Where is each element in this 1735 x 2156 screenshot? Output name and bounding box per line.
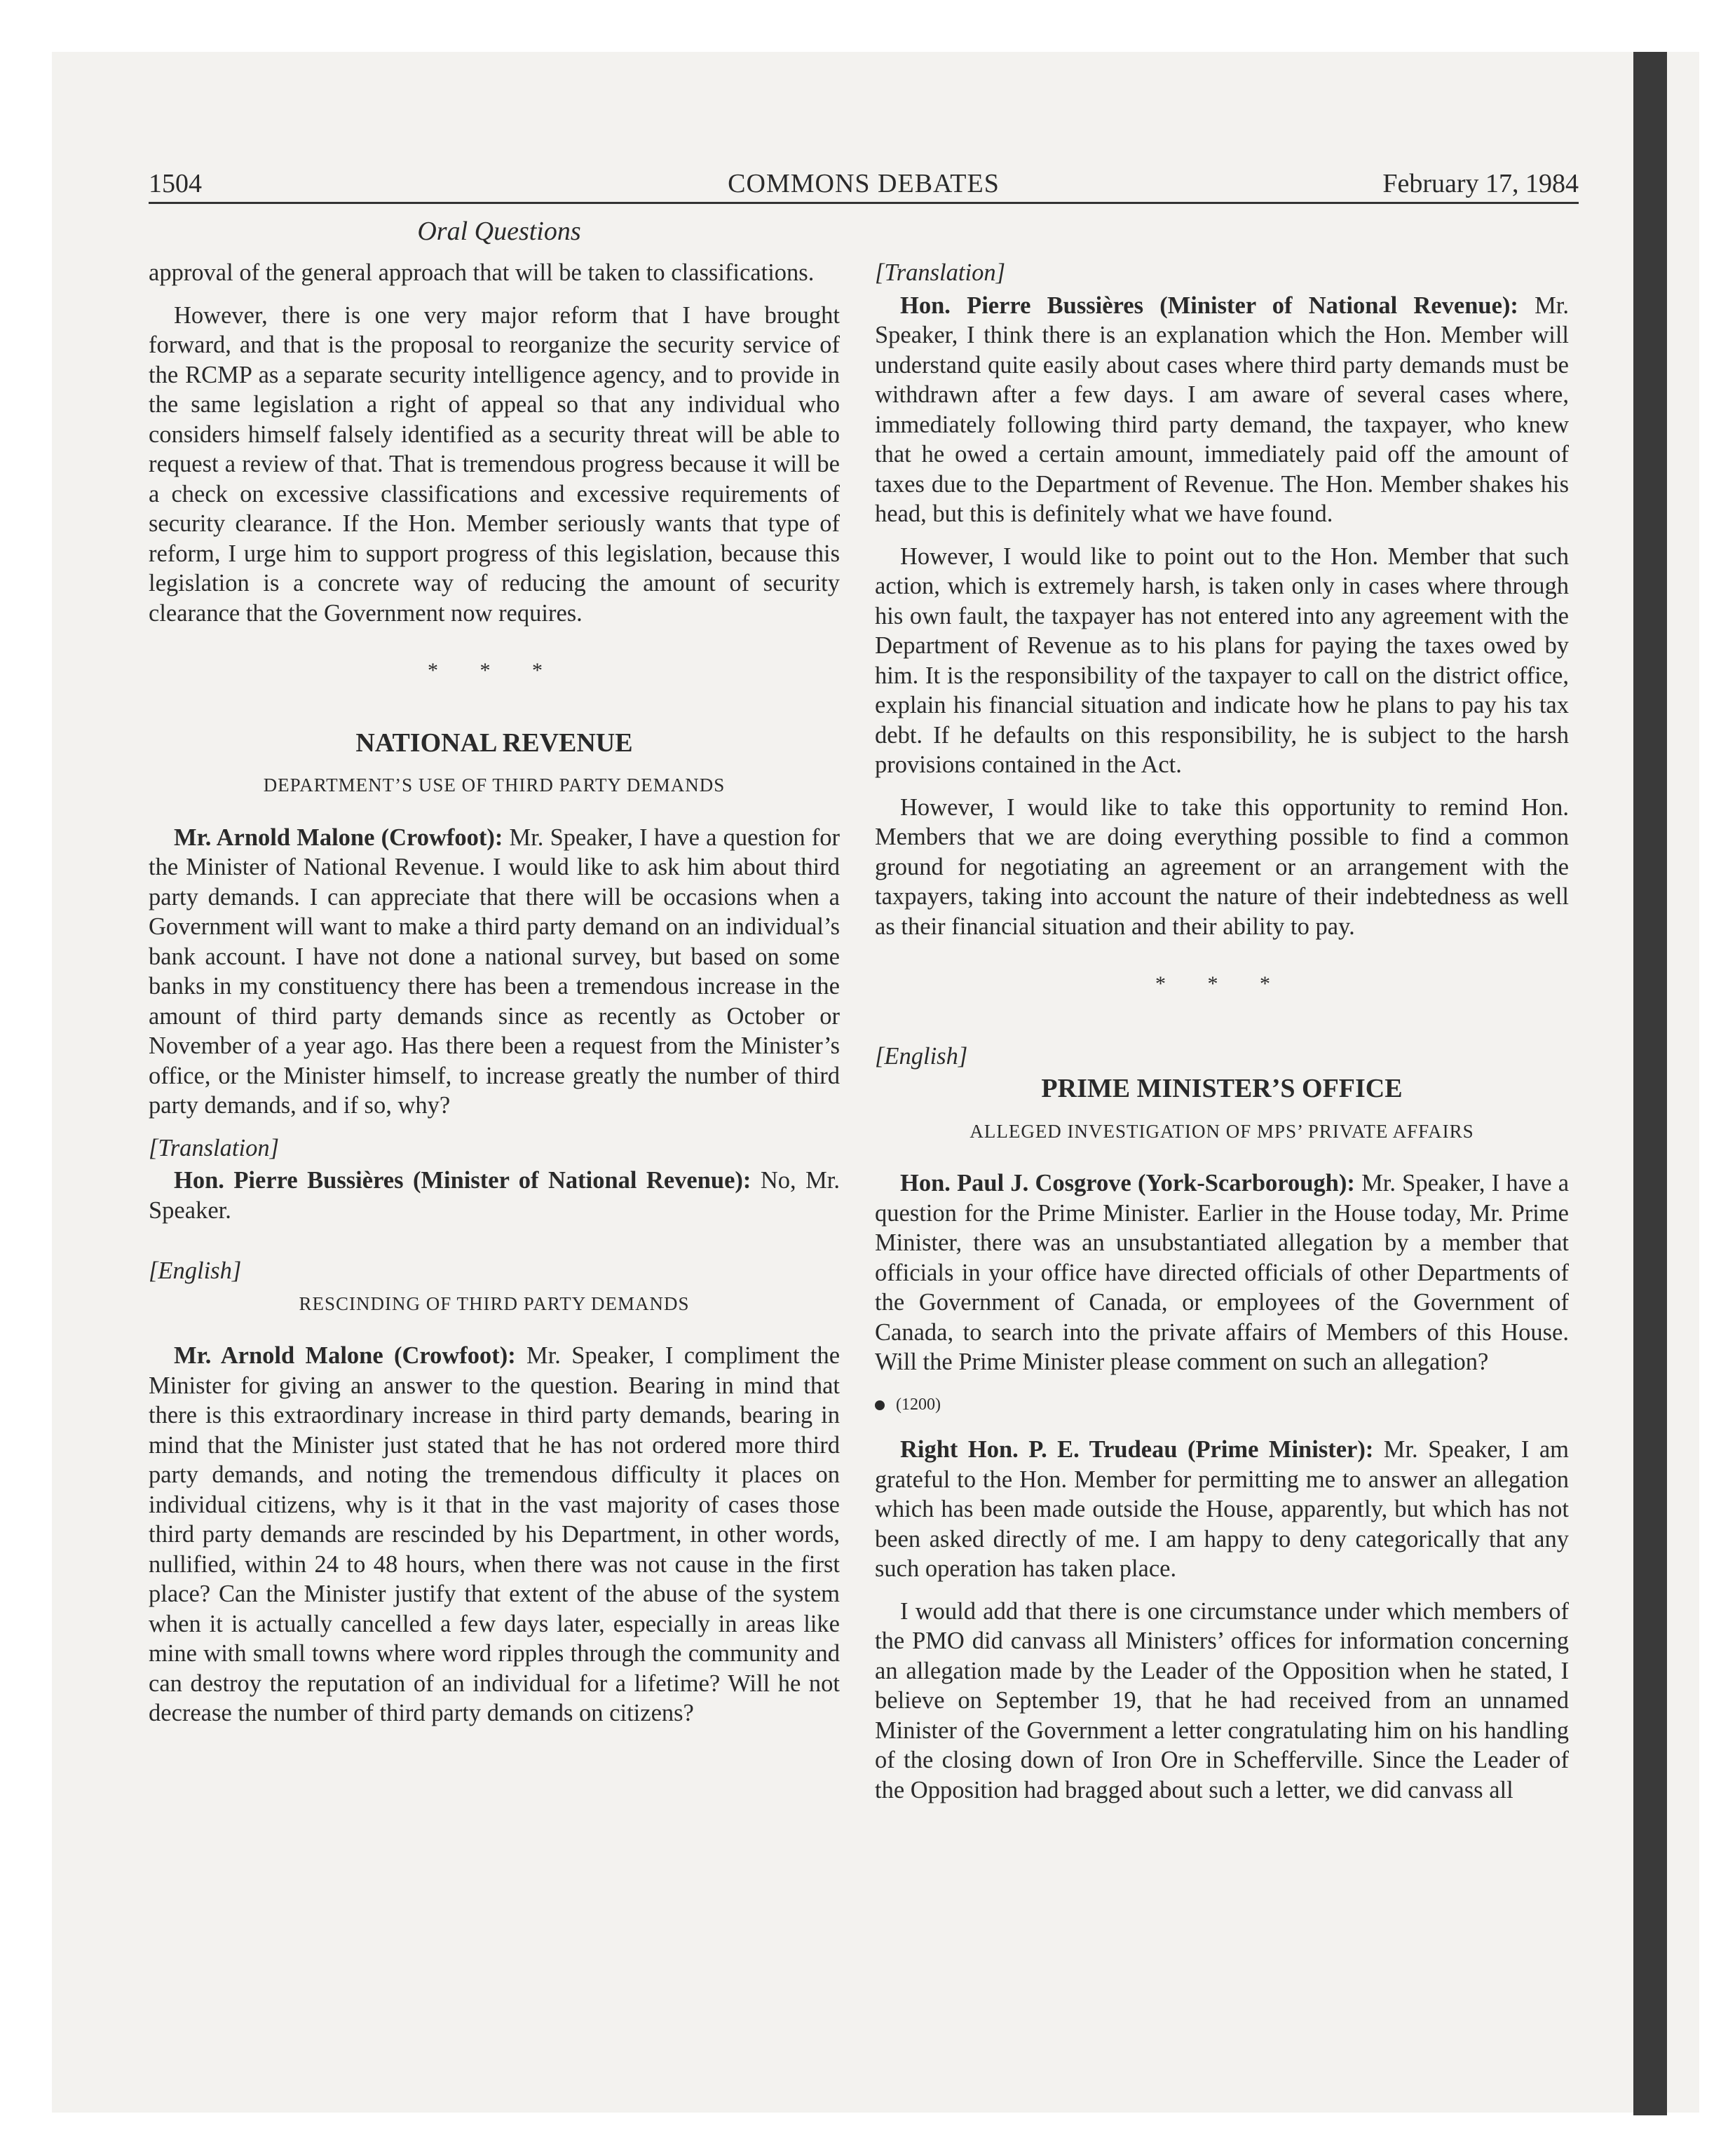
- section-separator: * * *: [428, 659, 561, 682]
- language-label: [Translation]: [149, 1134, 279, 1161]
- speech-text: Mr. Speaker, I compliment the Minister for giving an answer to the question. Bearing in mind that there is this extraordinary increase in third party demands, bearing in mind that the Minister just stated that he has not ordered more third party demands, and noting the tremendous difficulty it places on individual citizens, why is it that in the vast majority of cases those third party demands are rescinded by his Department, in other words, nullified, within 24 to 48 hours, when there was not cause in the first place? Can the Minister justify that extent of the abuse of the system when it is actually cancelled a few days later, especially in areas like mine with small towns where word ripples through the community and can destroy the reputation of an individual for a lifetime? Will he not decrease the number of third party demands on citizens?: [149, 1342, 841, 1726]
- subsection-title: RESCINDING OF THIRD PARTY DEMANDS: [299, 1292, 690, 1314]
- speech-text: Mr. Speaker, I have a question for the Prime Minister. Earlier in the House today, Mr. Prime Minister, there was an unsubstantiated allegation by a member that officials in your office have directed officials of other Departments of the Government of Canada, or employees of the Government of Canada, to search into the private affairs of Members of this House. Will the Prime Minister please comment on such an allegation?: [875, 1170, 1570, 1375]
- language-label: [Translation]: [875, 259, 1005, 286]
- section-title: NATIONAL REVENUE: [355, 728, 633, 758]
- publication-title: COMMONS DEBATES: [728, 169, 1000, 198]
- page-date: February 17, 1984: [1382, 169, 1579, 198]
- paragraph: I would add that there is one circumstance under which members of the PMO did canvass all Ministers’ offices for information concerning an allegation made by the Leader of the Opposition when he stated, I believe on September 19, that he had received from an unnamed Minister of the Government a letter congratulating him on his handling of the closing down of Iron Ore in Schefferville. Since the Leader of the Opposition had bragged about such a letter, we did canvass all: [875, 1597, 1569, 1803]
- language-label: [English]: [149, 1257, 242, 1284]
- language-label: [English]: [875, 1042, 968, 1070]
- speech-paragraph: [149, 1166, 840, 1225]
- left-column: [149, 258, 840, 1741]
- speaker-name: Hon. Paul J. Cosgrove (York-Scarborough):: [900, 1170, 1355, 1196]
- speaker-name: Mr. Arnold Malone (Crowfoot):: [174, 824, 503, 851]
- paragraph: approval of the general approach that will be taken to classifications.: [149, 259, 815, 286]
- time-marker-text: (1200): [896, 1395, 941, 1414]
- subsection-title: ALLEGED INVESTIGATION OF MPS’ PRIVATE AFFAIRS: [969, 1120, 1474, 1142]
- paragraph: However, there is one very major reform that I have brought forward, and that is the proposal to reorganize the security service of the RCMP as a separate security intelligence agency, and to provide in the same legislation a right of appeal so that any individual who considers himself falsely identified as a security threat will be able to request a review of that. That is tremendous progress because it will be a check on excessive classifications and excessive requirements of security clearance. If the Hon. Member seriously wants that type of reform, I urge him to support progress of this legislation, because this legislation is a concrete way of reducing the amount of security clearance that the Government now requires.: [149, 301, 840, 627]
- subsection-title: DEPARTMENT’S USE OF THIRD PARTY DEMANDS: [263, 775, 726, 796]
- section-separator: * * *: [1155, 972, 1288, 995]
- time-marker: [875, 1390, 1569, 1420]
- scan-edge-shadow: [1633, 52, 1667, 2115]
- speech-text: Mr. Speaker, I am grateful to the Hon. Member for permitting me to answer an allegation which has been made outside the House, apparently, but which has not been asked directly of me. I am happy to deny categorically that any such operation has taken place.: [875, 1436, 1569, 1582]
- speech-paragraph: [875, 291, 1569, 529]
- page-number: 1504: [149, 169, 202, 198]
- speech-text: No, Mr. Speaker.: [149, 1167, 841, 1224]
- speech-text: Mr. Speaker, I have a question for the Minister of National Revenue. I would like to ask him about third party demands. I can appreciate that there will be occasions when a Government will want to make a third party demand on an individual’s bank account. I have not done a national survey, but based on some banks in my constituency there has been a tremendous increase in the amount of third party demands since as recently as October or November of a year ago. Has there been a request from the Minister’s office, or the Minister himself, to increase greatly the number of third party demands, and if so, why?: [149, 824, 841, 1119]
- speech-paragraph: [875, 1168, 1569, 1377]
- right-column: [875, 258, 1569, 1817]
- paragraph: However, I would like to take this opportunity to remind Hon. Members that we are doing everything possible to find a common ground for negotiating an agreement or an arrangement with the taxpayers, taking into account the nature of their indebtedness as well as their financial situation and their ability to pay.: [875, 793, 1569, 940]
- speech-paragraph: [149, 823, 840, 1121]
- speaker-name: Hon. Pierre Bussières (Minister of National Revenue):: [174, 1167, 751, 1194]
- paragraph: However, I would like to point out to the Hon. Member that such action, which is extremely harsh, is taken only in cases where through his own fault, the taxpayer has not entered into any agreement with the Department of Revenue as to his plans for paying the taxes owed by him. It is the responsibility of the taxpayer to call on the district office, explain his financial situation and indicate how he plans to pay his tax debt. If he defaults on this responsibility, he is subject to the harsh provisions contained in the Act.: [875, 543, 1569, 778]
- speaker-name: Mr. Arnold Malone (Crowfoot):: [174, 1342, 516, 1369]
- speech-paragraph: [149, 1341, 840, 1728]
- speech-paragraph: [875, 1435, 1569, 1584]
- speaker-name: Right Hon. P. E. Trudeau (Prime Minister):: [900, 1436, 1374, 1463]
- section-title: PRIME MINISTER’S OFFICE: [1041, 1074, 1403, 1103]
- bullet-icon: [875, 1400, 885, 1410]
- running-head: Oral Questions: [417, 217, 581, 246]
- speech-text: Mr. Speaker, I think there is an explanation which the Hon. Member will understand quite easily about cases where third party demands must be withdrawn after a few days. I am aware of several cases where, immediately following third party demand, the taxpayer, who knew that he owed a certain amount, immediately paid off the amount of taxes due to the Department of Revenue. The Hon. Member shakes his head, but this is definitely what we have found.: [875, 292, 1570, 527]
- speaker-name: Hon. Pierre Bussières (Minister of National Revenue):: [900, 292, 1518, 319]
- page-header: [149, 163, 1579, 204]
